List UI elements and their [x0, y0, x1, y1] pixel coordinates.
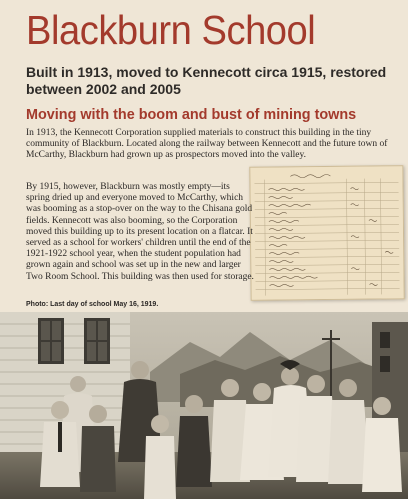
subtitle: Built in 1913, moved to Kennecott circa 1915, restored between 2002 and 2005: [26, 64, 387, 97]
photo-caption: Photo: Last day of school May 16, 1919.: [26, 301, 159, 308]
school-children-photo: [0, 312, 408, 499]
paragraph-1: In 1913, the Kennecott Corporation supplied materials to construct this building in the tiny community of Blackburn. Located along the railway between Kennecott and the future town of McCarthy, Blackburn had grown up as prospectors moved into the valley.: [26, 128, 388, 161]
ledger-document-image: [249, 165, 404, 301]
paragraph-2: By 1915, however, Blackburn was mostly empty—its spring dried up and everyone moved to McCarthy, which was booming as a stop-over on the way to the Chisana gold fields. Kennecott was also booming, so the Corporation moved this building up to its present location on a flatcar. It served as a school for workers' children until the end of the 1921-1922 school year, when the student population had grown again and school was set up in the new and larger Two Room School. This building was then used for storage.: [26, 182, 254, 282]
page-title: Blackburn School: [26, 7, 316, 53]
section-heading: Moving with the boom and bust of mining towns: [26, 107, 357, 123]
